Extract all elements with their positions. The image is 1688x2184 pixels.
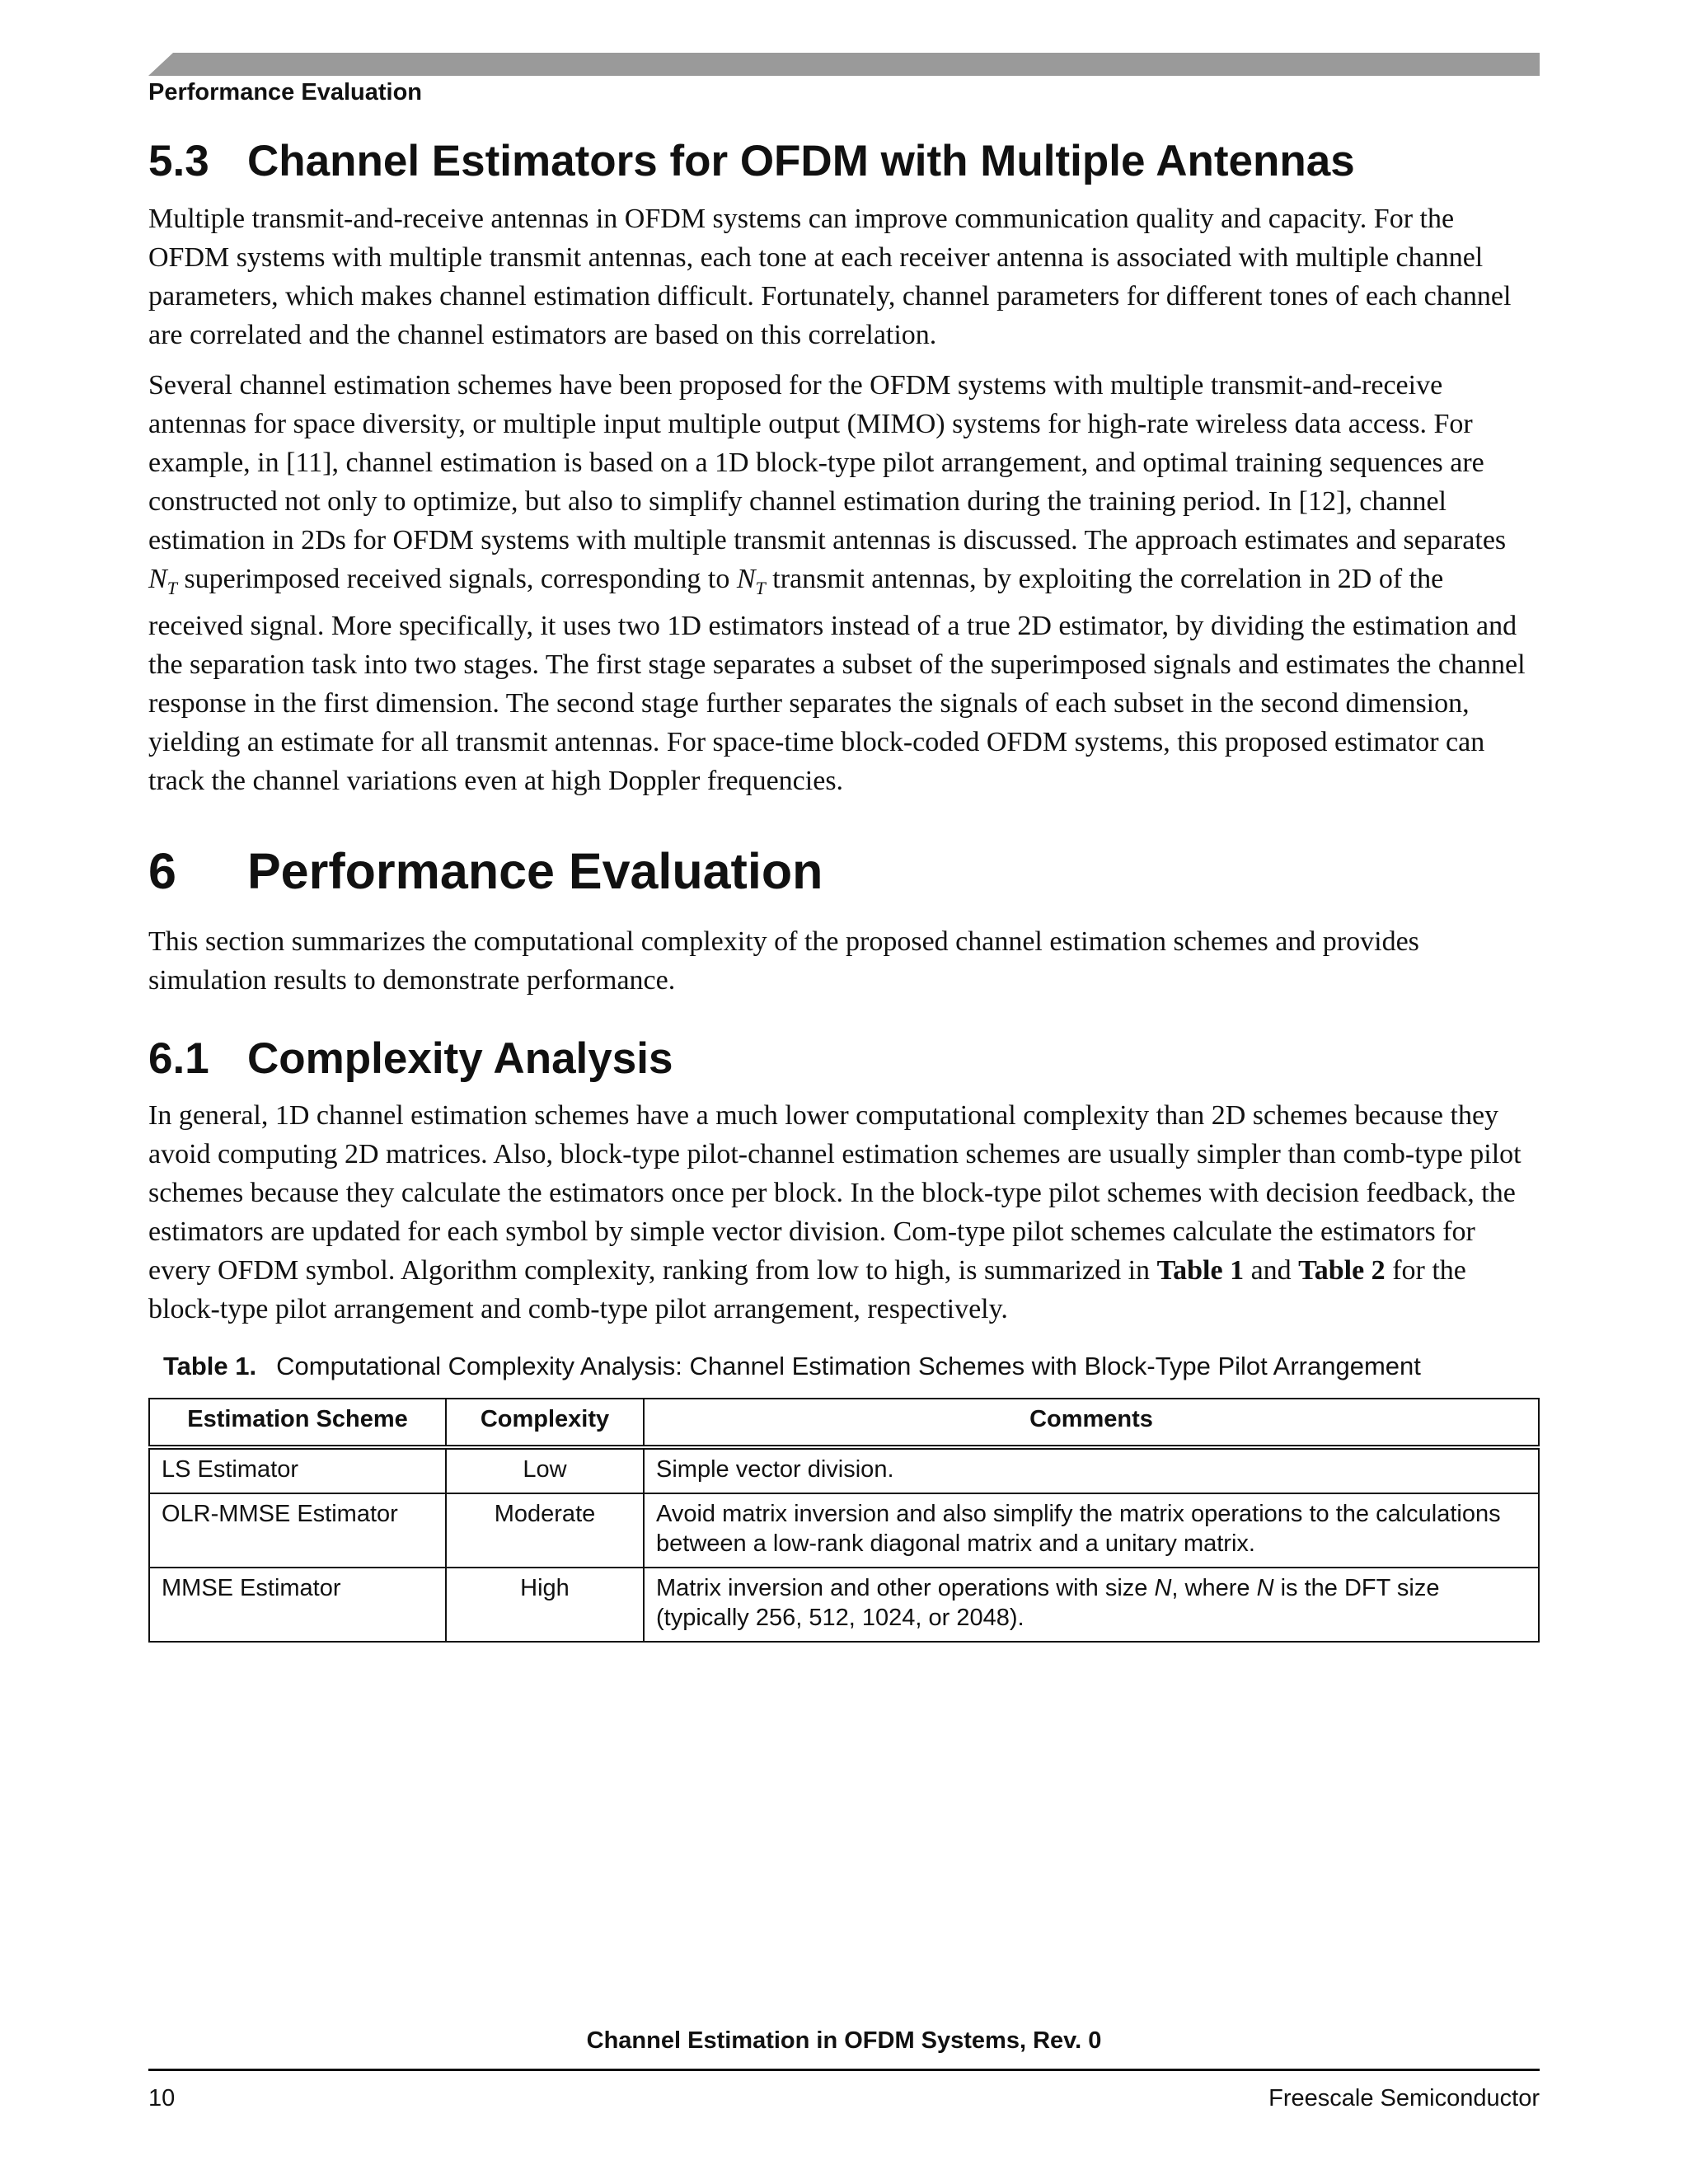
- paragraph: [148, 366, 1540, 801]
- paragraph-text: Several channel estimation schemes have been proposed for the OFDM systems with multiple transmit-and-receive antennas for space diversity, or multiple input multiple output (MIMO) systems for high-rate wireless data access. For example, in [11], channel estimation is based on a 1D block-type pilot arrangement, and optimal training sequences are constructed not only to optimize, but also to simplify channel estimation during the training period. In [12], channel estimation in 2Ds for OFDM systems with multiple transmit antennas is discussed. The approach estimates and separates: [148, 369, 1507, 555]
- table-row: [149, 1568, 1539, 1642]
- comment-text: , where: [1171, 1575, 1257, 1602]
- table-cell-complexity: High: [446, 1568, 644, 1642]
- column-header: Complexity: [446, 1399, 644, 1447]
- section-6-heading: [148, 841, 1540, 902]
- section-5-3-heading: [148, 135, 1540, 188]
- section-title: Performance Evaluation: [247, 843, 823, 900]
- table-cell-comment: [644, 1447, 1539, 1493]
- table-cell-complexity: Low: [446, 1447, 644, 1493]
- comment-text: Avoid matrix inversion and also simplify the matrix operations to the calculations between a low-rank diagonal matrix and a unitary matrix.: [656, 1501, 1501, 1558]
- paragraph-text: for the block-type pilot arrangement and comb-type pilot arrangement, respectively.: [148, 1255, 1466, 1325]
- paragraph-text: superimposed received signals, corresponding to: [176, 563, 737, 594]
- symbol-base: N: [736, 563, 756, 594]
- header-band: [148, 53, 1540, 76]
- table-cell-scheme: LS Estimator: [149, 1447, 446, 1493]
- table-row: [149, 1493, 1539, 1568]
- table-cell-scheme: OLR-MMSE Estimator: [149, 1493, 446, 1568]
- section-6-1-heading: [148, 1033, 1540, 1085]
- paragraph: [148, 199, 1540, 354]
- table-cell-comment: [644, 1493, 1539, 1568]
- page-number: 10: [148, 2085, 176, 2111]
- section-number: 6: [148, 843, 176, 900]
- symbol-nt: [736, 563, 766, 598]
- symbol-base: N: [148, 563, 167, 594]
- table-caption-text: Computational Complexity Analysis: Channel Estimation Schemes with Block-Type Pilot Arrangement: [276, 1352, 1421, 1381]
- symbol-nt: [148, 563, 177, 598]
- table-cell-comment: [644, 1568, 1539, 1642]
- document-page: [148, 0, 1540, 2184]
- table-1-reference[interactable]: Table 1: [1156, 1255, 1245, 1286]
- table-caption-label: Table 1.: [163, 1352, 257, 1381]
- column-header: Comments: [644, 1399, 1539, 1447]
- symbol-n: N: [1256, 1575, 1274, 1602]
- table-cell-complexity: Moderate: [446, 1493, 644, 1568]
- running-head: Performance Evaluation: [148, 79, 422, 105]
- section-title: Complexity Analysis: [247, 1033, 673, 1083]
- paragraph: [148, 922, 1540, 1000]
- paragraph-text: and: [1244, 1255, 1299, 1286]
- paragraph-text: Multiple transmit-and-receive antennas in OFDM systems can improve communication quality and capacity. For the OFDM systems with multiple transmit antennas, each tone at each receiver antenna is associated with multiple channel parameters, which makes channel estimation difficult. Fortunately, channel parameters for different tones of each channel are correlated and the channel estimators are based on this correlation.: [148, 203, 1512, 350]
- table-header-row: [149, 1399, 1539, 1447]
- section-number: 6.1: [148, 1033, 209, 1083]
- comment-text: Matrix inversion and other operations with size: [656, 1575, 1155, 1602]
- paragraph: [148, 1096, 1540, 1329]
- footer-document-title: Channel Estimation in OFDM Systems, Rev. 0: [586, 2027, 1102, 2054]
- paragraph-text: transmit antennas, by exploiting the correlation in 2D of the received signal. More specifically, it uses two 1D estimators instead of a true 2D estimator, by dividing the estimation and the separation task into two stages. The first stage separates a subset of the superimposed signals and estimates the channel response in the first dimension. The second stage further separates the signals of each subset in the second dimension, yielding an estimate for all transmit antennas. For space-time block-coded OFDM systems, this proposed estimator can track the channel variations even at high Doppler frequencies.: [148, 563, 1526, 797]
- symbol-subscript: T: [166, 577, 177, 598]
- complexity-table: [148, 1398, 1540, 1643]
- footer-divider: [148, 2069, 1540, 2071]
- table-2-reference[interactable]: Table 2: [1298, 1255, 1386, 1286]
- symbol-n: N: [1154, 1575, 1172, 1602]
- section-number: 5.3: [148, 137, 209, 185]
- section-title: Channel Estimators for OFDM with Multiple Antennas: [247, 137, 1355, 185]
- table-cell-scheme: MMSE Estimator: [149, 1568, 446, 1642]
- table-row: [149, 1447, 1539, 1493]
- table-1-caption: [163, 1352, 1540, 1381]
- comment-text: Simple vector division.: [656, 1456, 894, 1483]
- paragraph-text: In general, 1D channel estimation schemes have a much lower computational complexity than 2D schemes because they avoid computing 2D matrices. Also, block-type pilot-channel estimation schemes are usually simpler than comb-type pilot schemes because they calculate the estimators once per block. In the block-type pilot schemes with decision feedback, the estimators are updated for each symbol by simple vector division. Com-type pilot schemes calculate the estimators for every OFDM symbol. Algorithm complexity, ranking from low to high, is summarized in: [148, 1100, 1522, 1286]
- comment-text: is the DFT size (typically 256, 512, 1024, or 2048).: [656, 1575, 1440, 1632]
- symbol-subscript: T: [755, 577, 766, 598]
- page-content: [148, 132, 1540, 1643]
- footer-company: Freescale Semiconductor: [1268, 2085, 1540, 2111]
- column-header: Estimation Scheme: [149, 1399, 446, 1447]
- paragraph-text: This section summarizes the computational complexity of the proposed channel estimation schemes and provides simulation results to demonstrate performance.: [148, 926, 1419, 996]
